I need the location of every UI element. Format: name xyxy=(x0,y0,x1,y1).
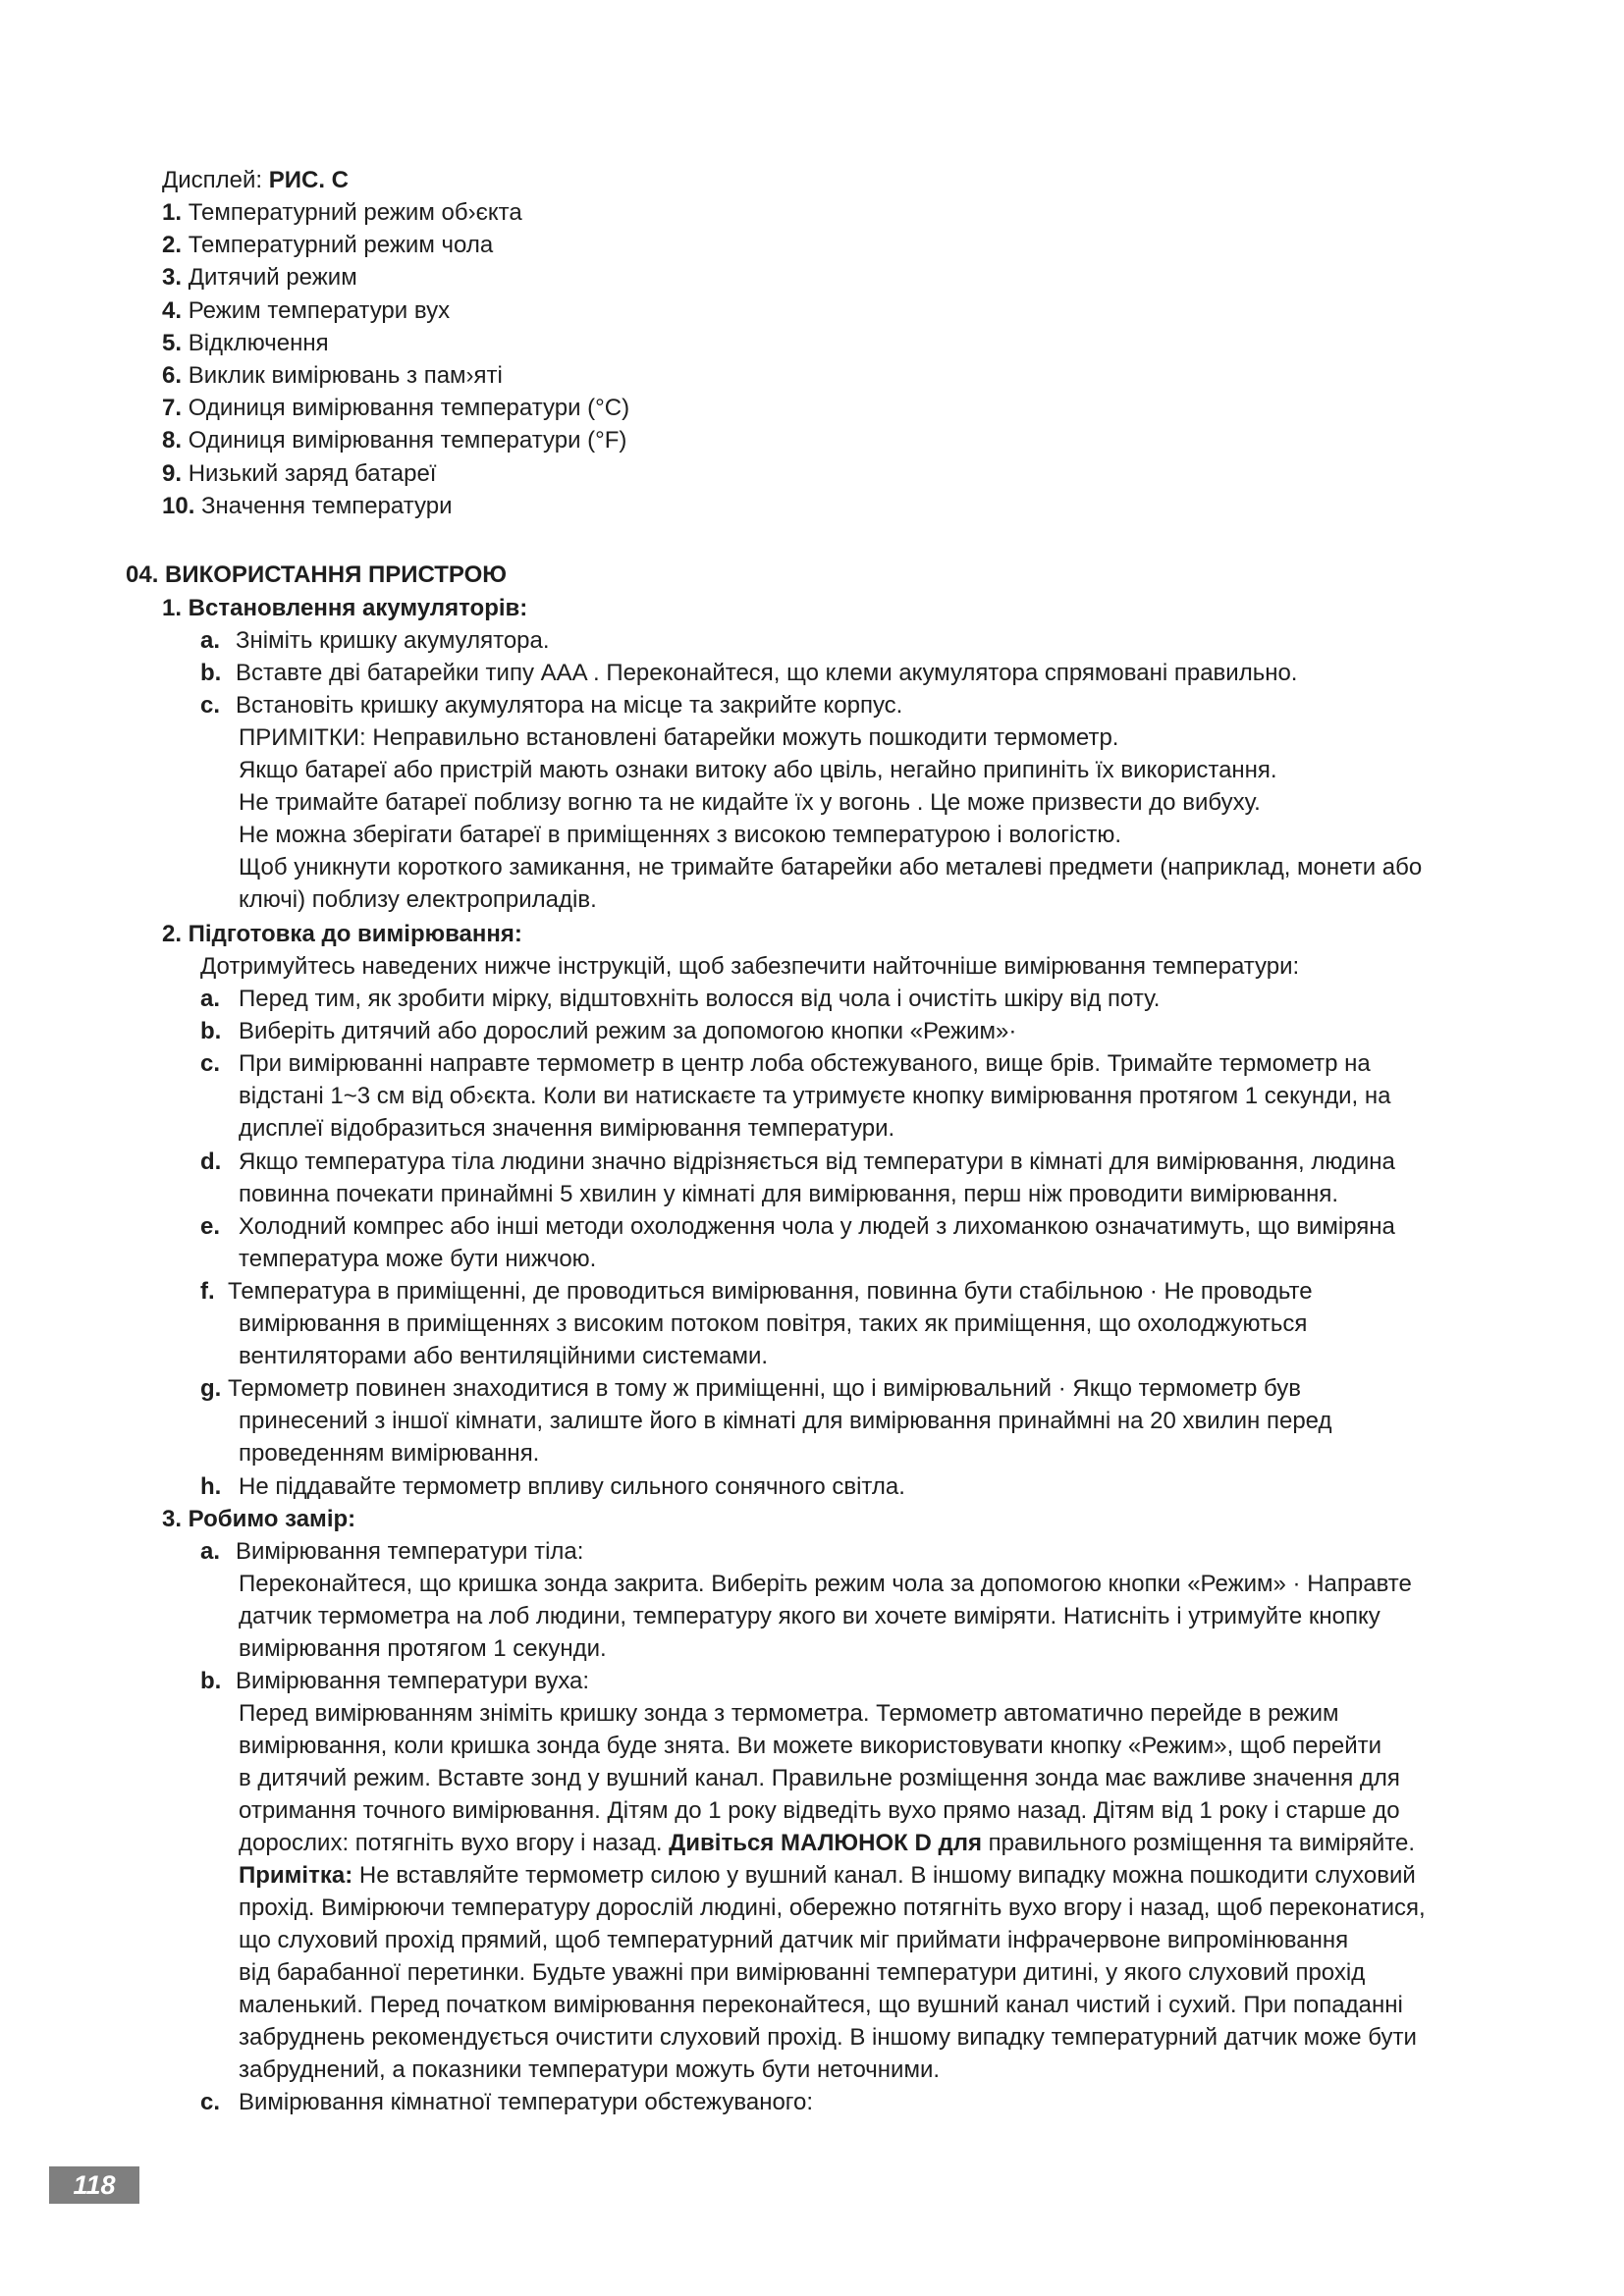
display-legend-number: 10. xyxy=(162,492,195,519)
subsection-2-heading: 2. Підготовка до вимірювання: xyxy=(162,921,522,947)
s2-h-label: h. xyxy=(200,1472,222,1500)
s2-g-line: проведенням вимірювання. xyxy=(239,1440,540,1468)
s3-a-title: Вимірювання температури тіла: xyxy=(236,1538,584,1565)
display-legend-number: 6. xyxy=(162,362,183,389)
display-legend-text: Значення температури xyxy=(201,492,453,519)
s1-note-line: Не можна зберігати батареї в приміщеннях з високою температурою і вологістю. xyxy=(239,822,1122,848)
display-legend-item xyxy=(162,359,503,392)
s3-b-body-line: забруднень рекомендується очистити слуховий прохід. В іншому випадку температурний датчик може бути xyxy=(239,2024,1417,2051)
display-legend-text: Низький заряд батареї xyxy=(188,459,437,487)
s3-b-title: Вимірювання температури вуха: xyxy=(236,1668,590,1694)
s1-note-line: ПРИМІТКИ: Неправильно встановлені батарейки можуть пошкодити термометр. xyxy=(239,724,1119,751)
s2-b-line: Виберіть дитячий або дорослий режим за допомогою кнопки «Режим»· xyxy=(239,1018,1017,1045)
display-legend-number: 1. xyxy=(162,199,183,226)
subsection-1-heading: 1. Встановлення акумуляторів: xyxy=(162,595,528,621)
s2-e-line: Холодний компрес або інші методи охолодження чола у людей з лихоманкою означатимуть, що виміряна xyxy=(239,1212,1395,1240)
s1-a-label: a. xyxy=(200,627,221,654)
display-legend-item xyxy=(162,457,436,490)
section-title: 04. ВИКОРИСТАННЯ ПРИСТРОЮ xyxy=(126,561,507,588)
note-label: Примітка: xyxy=(239,1862,353,1889)
s2-d-line: Якщо температура тіла людини значно відрізняється від температури в кімнаті для вимірювання, людина xyxy=(239,1148,1395,1175)
display-legend-item xyxy=(162,424,626,456)
s2-a-label: a. xyxy=(200,986,221,1012)
s3-b-body-line: від барабанної перетинки. Будьте уважні при вимірюванні температури дитині, у якого слуховий прохід xyxy=(239,1959,1366,1986)
display-legend-item xyxy=(162,196,522,229)
s3-b-body-line: прохід. Вимірюючи температуру дорослій людині, обережно потягніть вухо вгору і назад, щоб переконатися, xyxy=(239,1895,1426,1921)
s2-b-label: b. xyxy=(200,1018,222,1045)
s2-g-line: Термометр повинен знаходитися в тому ж приміщенні, що і вимірювальний · Якщо термометр був xyxy=(228,1375,1301,1403)
display-legend-text: Дитячий режим xyxy=(188,264,357,292)
s1-note-line: Не тримайте батареї поблизу вогню та не кидайте їх у вогонь . Це може призвести до вибуху. xyxy=(239,789,1261,816)
display-legend-number: 2. xyxy=(162,232,183,259)
display-legend-text: Відключення xyxy=(188,329,329,356)
display-legend-item xyxy=(162,490,452,522)
s3-a-body-line: вимірювання протягом 1 секунди. xyxy=(239,1635,607,1662)
s3-a-body-line: Переконайтеся, що кришка зонда закрита. Виберіть режим чола за допомогою кнопки «Режим» · Направте xyxy=(239,1571,1412,1597)
display-legend-text: Одиниця вимірювання температури (°C) xyxy=(188,395,630,422)
figure-d-reference: Дивіться МАЛЮНОК D для xyxy=(669,1830,982,1856)
s3-b-note-line: Примітка: Не вставляйте термометр силою у вушний канал. В іншому випадку можна пошкодити слуховий xyxy=(239,1862,1416,1889)
s2-g-line: принесений з іншої кімнати, залиште його в кімнаті для вимірювання принаймні на 20 хвилин перед xyxy=(239,1408,1332,1435)
s1-note-line: Щоб уникнути короткого замикання, не тримайте батарейки або металеві предмети (наприклад, монети або xyxy=(239,854,1423,881)
s1-b-text: Вставте дві батарейки типу AAA . Переконайтеся, що клеми акумулятора спрямовані правильно. xyxy=(236,660,1298,686)
s2-g-label: g. xyxy=(200,1375,222,1403)
display-legend-number: 4. xyxy=(162,296,183,324)
s1-note-line: ключі) поблизу електроприладів. xyxy=(239,886,597,913)
display-legend-number: 7. xyxy=(162,395,183,422)
s3-b-body-line: дорослих: потягніть вухо вгору і назад. Дивіться МАЛЮНОК D для правильного розміщення та виміряйте. xyxy=(239,1830,1416,1856)
s3-c-title: Вимірювання кімнатної температури обстежуваного: xyxy=(239,2089,814,2115)
display-legend-text: Температурний режим об›єкта xyxy=(188,199,522,226)
s1-c-text: Встановіть кришку акумулятора на місце та закрийте корпус. xyxy=(236,692,903,719)
display-legend-item xyxy=(162,294,450,327)
s2-c-line: відстані 1~3 см від об›єкта. Коли ви натискаєте та утримуєте кнопку вимірювання протягом 1 секунди, на xyxy=(239,1083,1391,1110)
display-legend-item xyxy=(162,261,357,294)
s3-b-body-line: в дитячий режим. Вставте зонд у вушний канал. Правильне розміщення зонда має важливе значення для xyxy=(239,1765,1400,1791)
s2-f-line: Температура в приміщенні, де проводиться вимірювання, повинна бути стабільною · Не проводьте xyxy=(228,1277,1313,1305)
display-legend-item xyxy=(162,392,629,424)
s1-c-label: c. xyxy=(200,692,221,719)
s2-f-line: вимірювання в приміщеннях з високим потоком повітря, таких як приміщення, що охолоджуються xyxy=(239,1310,1308,1337)
s2-d-line: повинна почекати принаймні 5 хвилин у кімнаті для вимірювання, перш ніж проводити вимірювання. xyxy=(239,1180,1339,1207)
s2-f-label: f. xyxy=(200,1277,215,1305)
display-legend-number: 5. xyxy=(162,329,183,356)
s2-a-line: Перед тим, як зробити мірку, відштовхніть волосся від чола і очистіть шкіру від поту. xyxy=(239,986,1161,1012)
s2-d-label: d. xyxy=(200,1148,222,1175)
s1-note-line: Якщо батареї або пристрій мають ознаки витоку або цвіль, негайно припиніть їх використання. xyxy=(239,757,1277,783)
display-legend-text: Режим температури вух xyxy=(188,296,451,324)
s3-b-body-line: що слуховий прохід прямий, щоб температурний датчик міг приймати інфрачервоне випромінювання xyxy=(239,1927,1349,1953)
display-legend-item xyxy=(162,327,329,359)
display-legend-text: Температурний режим чола xyxy=(188,232,494,259)
s2-e-label: e. xyxy=(200,1212,221,1240)
display-legend-text: Виклик вимірювань з пам›яті xyxy=(188,362,503,389)
s3-b-body-line: вимірювання, коли кришка зонда буде знята. Ви можете використовувати кнопку «Режим», щоб перейти xyxy=(239,1733,1382,1759)
s3-c-label: c. xyxy=(200,2089,221,2115)
s2-c-line: дисплеї відобразиться значення вимірювання температури. xyxy=(239,1115,895,1143)
s3-b-body-line: забруднений, а показники температури можуть бути неточними. xyxy=(239,2056,941,2083)
s3-a-label: a. xyxy=(200,1538,221,1565)
s3-b-body-line: отримання точного вимірювання. Дітям до 1 року відведіть вухо прямо назад. Дітям від 1 року і старше до xyxy=(239,1797,1400,1824)
display-legend-number: 9. xyxy=(162,459,183,487)
page-number: 118 xyxy=(49,2166,139,2204)
s3-b-body-line: маленький. Перед початком вимірювання переконайтеся, що вушний канал чистий і сухий. При попаданні xyxy=(239,1992,1403,2018)
s2-e-line: температура може бути нижчою. xyxy=(239,1245,597,1272)
s2-c-label: c. xyxy=(200,1050,221,1078)
s2-intro: Дотримуйтесь наведених нижче інструкцій, щоб забезпечити найточніше вимірювання температури: xyxy=(200,953,1300,980)
s3-b-label: b. xyxy=(200,1668,222,1694)
s2-c-line: При вимірюванні направте термометр в центр лоба обстежуваного, вище брів. Тримайте термометр на xyxy=(239,1050,1371,1078)
display-heading: Дисплей: РИС. C xyxy=(162,167,350,193)
s2-f-line: вентиляторами або вентиляційними системами. xyxy=(239,1343,769,1370)
display-legend-number: 8. xyxy=(162,427,183,454)
s3-b-body-line: Перед вимірюванням зніміть кришку зонда з термометра. Термометр автоматично перейде в режим xyxy=(239,1700,1339,1727)
s1-b-label: b. xyxy=(200,660,222,686)
s1-a-text: Зніміть кришку акумулятора. xyxy=(236,627,550,654)
s3-a-body-line: датчик термометра на лоб людини, температуру якого ви хочете виміряти. Натисніть і утримуйте кнопку xyxy=(239,1603,1380,1629)
s2-h-line: Не піддавайте термометр впливу сильного сонячного світла. xyxy=(239,1472,905,1500)
display-legend-number: 3. xyxy=(162,264,183,292)
display-legend-text: Одиниця вимірювання температури (°F) xyxy=(188,427,627,454)
display-legend-item xyxy=(162,229,493,261)
subsection-3-heading: 3. Робимо замір: xyxy=(162,1506,356,1532)
